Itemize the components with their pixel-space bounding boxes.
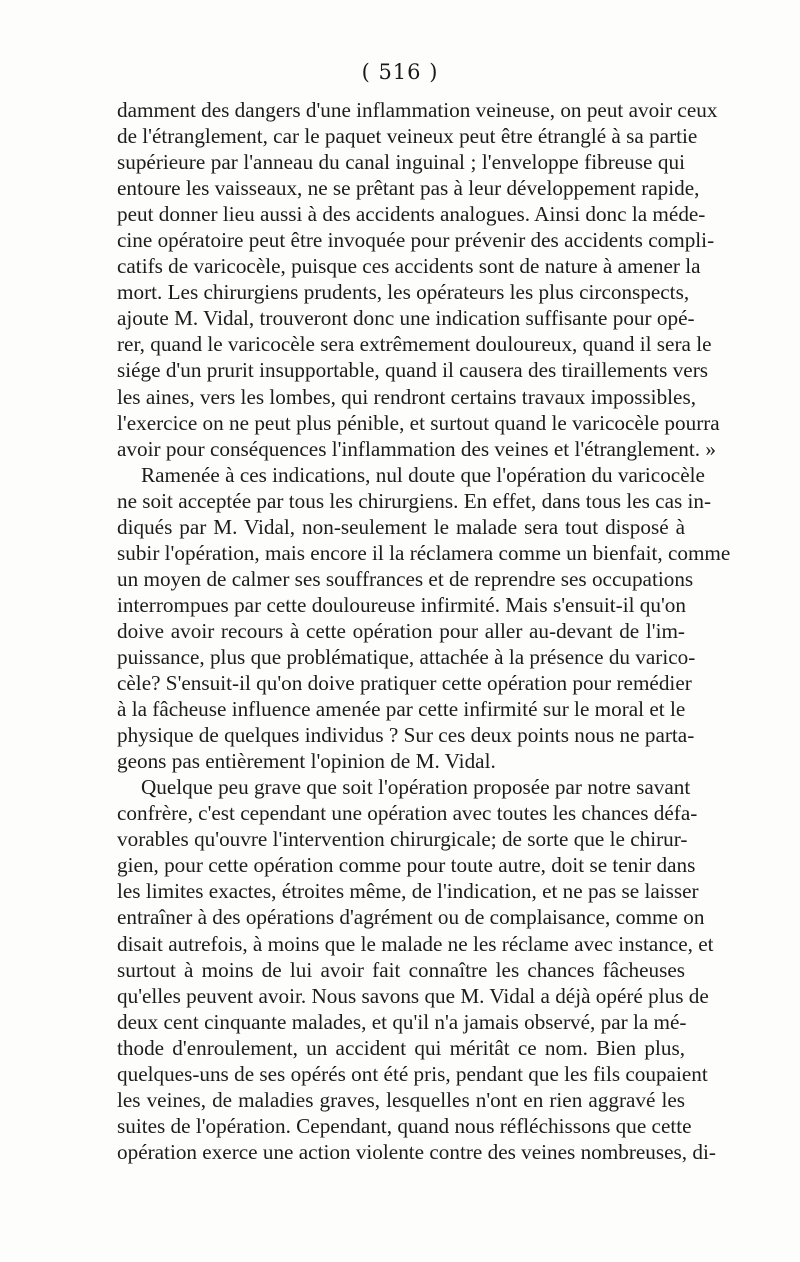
text-line: entoure les vaisseaux, ne se prêtant pas à leur développement rapide, [117,176,700,201]
text-line: un moyen de calmer ses souffrances et de reprendre ses occupations [117,566,694,591]
text-line: confrère, c'est cependant une opération avec toutes les chances défa- [117,801,698,826]
text-line: ne soit acceptée par tous les chirurgiens. En effet, dans tous les cas in- [117,488,712,513]
text-line: peut donner lieu aussi à des accidents analogues. Ainsi donc la méde- [117,202,706,227]
text-line: les veines, de maladies graves, lesquelles n'ont en rien aggravé les [117,1087,685,1112]
text-line: mort. Les chirurgiens prudents, les opérateurs les plus circonspects, [117,280,690,305]
text-line: cèle? S'ensuit-il qu'on doive pratiquer cette opération pour remédier [117,671,692,696]
text-line: qu'elles peuvent avoir. Nous savons que M. Vidal a déjà opéré plus de [117,983,709,1008]
text-line: les aines, vers les lombes, qui rendront certains travaux impossibles, [117,384,696,409]
text-line: suites de l'opération. Cependant, quand nous réfléchissons que cette [117,1113,692,1138]
text-line: supérieure par l'anneau du canal inguinal ; l'enveloppe fibreuse qui [117,150,685,175]
text-line: à la fâcheuse influence amenée par cette infirmité sur le moral et le [117,697,686,722]
text-line: ajoute M. Vidal, trouveront donc une indication suffisante pour opé- [117,306,695,331]
text-line: interrompues par cette douloureuse infirmité. Mais s'ensuit-il qu'on [117,592,686,617]
text-line: cine opératoire peut être invoquée pour prévenir des accidents compli- [117,228,715,253]
text-line: les limites exactes, étroites même, de l'indication, et ne pas se laisser [117,879,699,904]
text-line: geons pas entièrement l'opinion de M. Vidal. [117,749,496,774]
text-line: rer, quand le varicocèle sera extrêmement douloureux, quand il sera le [117,332,712,357]
text-line: entraîner à des opérations d'agrément ou de complaisance, comme on [117,905,705,930]
text-line: thode d'enroulement, un accident qui méritât ce nom. Bien plus, [117,1035,685,1060]
text-line: quelques-uns de ses opérés ont été pris, pendant que les fils coupaient [117,1061,708,1086]
text-line: diqués par M. Vidal, non-seulement le malade sera tout disposé à [117,514,685,539]
text-line: opération exerce une action violente contre des veines nombreuses, di- [117,1139,716,1164]
text-line: catifs de varicocèle, puisque ces accidents sont de nature à amener la [117,254,701,279]
text-line: avoir pour conséquences l'inflammation des veines et l'étranglement. » [117,436,716,461]
text-line: disait autrefois, à moins que le malade ne les réclame avec instance, et [117,931,714,956]
text-line: siége d'un prurit insupportable, quand il causera des tiraillements vers [117,358,709,383]
text-line: Ramenée à ces indications, nul doute que l'opération du varicocèle [141,462,705,487]
text-line: gien, pour cette opération comme pour toute autre, doit se tenir dans [117,853,696,878]
text-line: deux cent cinquante malades, et qu'il n'a jamais observé, par la mé- [117,1009,687,1034]
text-line: damment des dangers d'une inflammation veineuse, on peut avoir ceux [117,98,718,122]
text-line: surtout à moins de lui avoir fait connaître les chances fâcheuses [117,957,685,982]
text-line: de l'étranglement, car le paquet veineux peut être étranglé à sa partie [117,124,698,149]
body-text [117,97,731,1165]
text-line: doive avoir recours à cette opération pour aller au-devant de l'im- [117,618,685,643]
text-line: vorables qu'ouvre l'intervention chirurgicale; de sorte que le chirur- [117,827,688,852]
text-line: subir l'opération, mais encore il la réclamera comme un bienfait, comme [117,540,731,565]
text-line: physique de quelques individus ? Sur ces deux points nous ne parta- [117,723,695,748]
text-line: Quelque peu grave que soit l'opération proposée par notre savant [141,775,691,800]
page-number: ( 516 ) [361,60,439,84]
text-line: l'exercice on ne peut plus pénible, et surtout quand le varicocèle pourra [117,410,720,435]
text-line: puissance, plus que problématique, attachée à la présence du varico- [117,644,696,669]
